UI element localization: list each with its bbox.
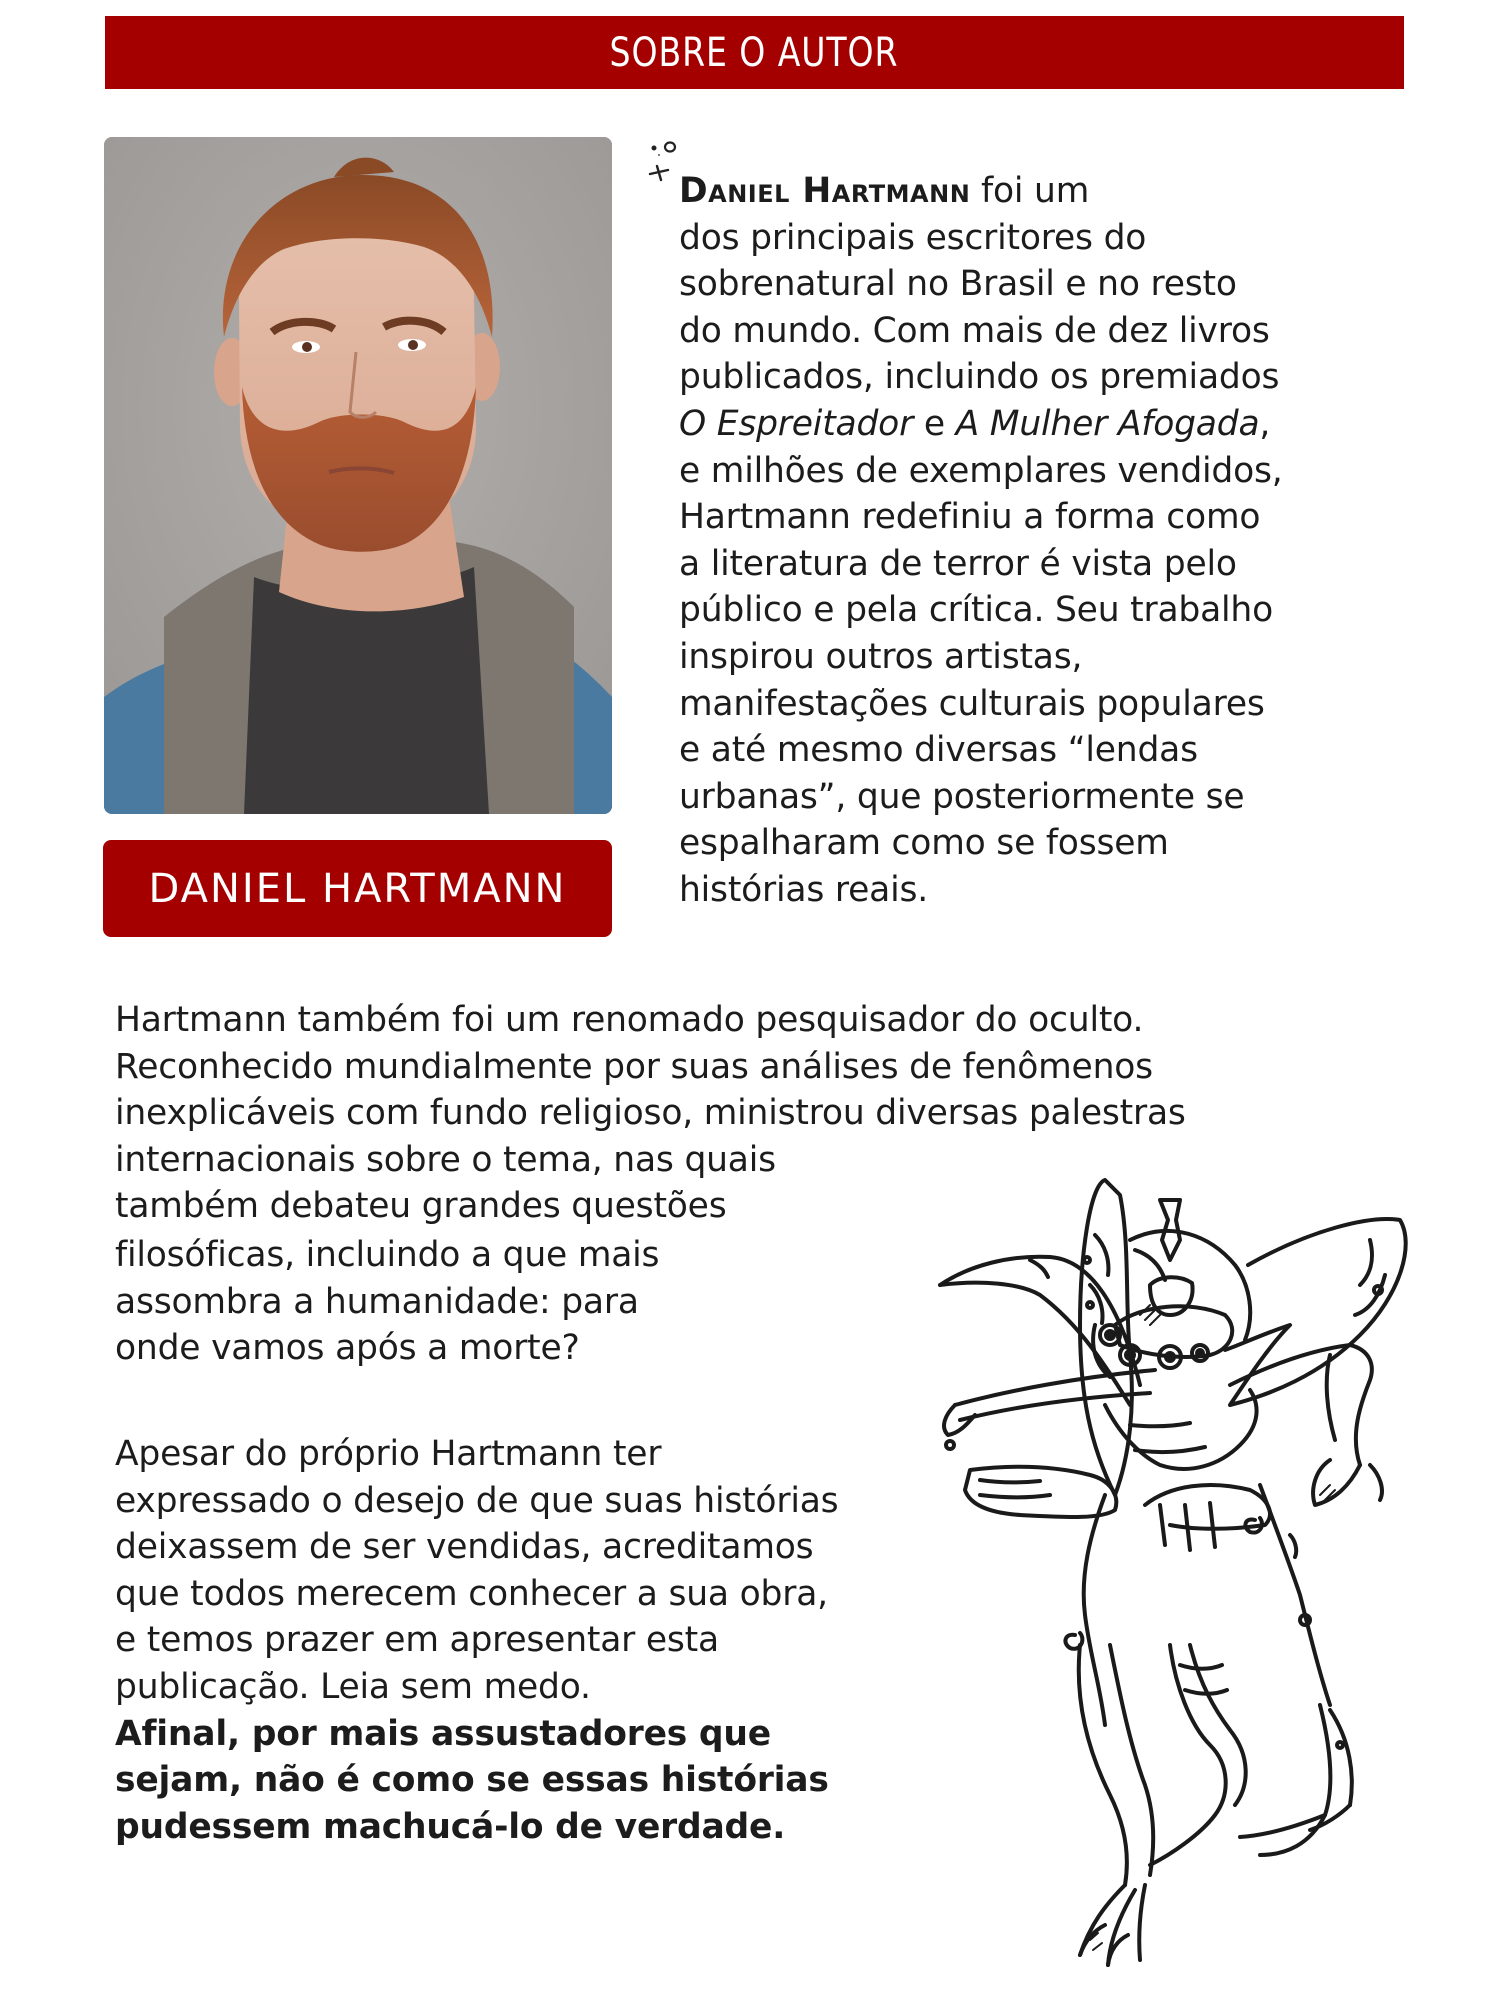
intro-line-books [679,401,1399,448]
author-name-label [103,840,612,937]
intro-line: espalharam como se fossem [679,823,1169,864]
paragraph-line: Hartmann também foi um renomado pesquisador do oculto. [115,1000,1144,1040]
paragraph-line: assombra a humanidade: para [115,1281,639,1322]
intro-line: histórias reais. [679,869,929,910]
portrait-image [104,137,612,814]
paragraph-line: Apesar do próprio Hartmann ter [115,1434,662,1474]
intro-line: urbanas”, que posteriormente se [679,776,1245,817]
paragraph-line: internacionais sobre o tema, nas quais [115,1139,776,1180]
paragraph-line: que todos merecem conhecer a sua obra, [115,1573,828,1614]
intro-line: dos principais escritores do [679,217,1147,258]
paragraph-line: expressado o desejo de que suas histórias [115,1480,839,1521]
author-name-smallcaps: Daniel Hartmann [679,171,971,211]
paragraph-line: onde vamos após a morte? [115,1328,580,1369]
intro-line: Hartmann redefiniu a forma como [679,497,1261,538]
intro-line: sobrenatural no Brasil e no resto [679,264,1237,305]
section-title: SOBRE O AUTOR [610,29,899,76]
paragraph-line: publicação. Leia sem medo. [115,1666,591,1707]
author-intro [679,168,1399,914]
paragraph-line: inexplicáveis com fundo religioso, ministrou diversas palestras [115,1093,1186,1134]
intro-text: foi um [970,171,1090,211]
section-header-banner [105,16,1404,89]
book-title: O Espreitador [679,403,914,444]
paragraph-line: deixassem de ser vendidas, acreditamos [115,1527,814,1568]
paragraph-line: e temos prazer em apresentar esta [115,1620,719,1661]
intro-line: público e pela crítica. Seu trabalho [679,590,1273,631]
conjunction: e [913,403,956,444]
closing-bold-line: pudessem machucá-lo de verdade. [115,1806,786,1847]
closing-bold-line: sejam, não é como se essas histórias [115,1760,829,1801]
author-name: DANIEL HARTMANN [148,865,567,912]
paragraph-line: Reconhecido mundialmente por suas análises de fenômenos [115,1046,1153,1087]
paragraph-line: também debateu grandes questões [115,1186,727,1227]
intro-line: inspirou outros artistas, [679,636,1083,677]
punctuation: , [1259,403,1271,444]
creature-illustration [930,1165,1420,1995]
intro-line: e milhões de exemplares vendidos, [679,450,1283,491]
author-photo [104,137,612,814]
intro-line: a literatura de terror é vista pelo [679,543,1237,584]
paragraph-line: filosóficas, incluindo a que mais [115,1234,660,1275]
intro-line: publicados, incluindo os premiados [679,357,1280,398]
intro-line: e até mesmo diversas “lendas [679,730,1198,771]
intro-line: manifestações culturais populares [679,683,1265,724]
closing-paragraph [115,1431,838,1850]
intro-line: do mundo. Com mais de dez livros [679,310,1270,351]
closing-bold-line: Afinal, por mais assustadores que [115,1713,771,1754]
intro-line [679,168,1399,215]
book-title: A Mulher Afogada [955,403,1260,444]
